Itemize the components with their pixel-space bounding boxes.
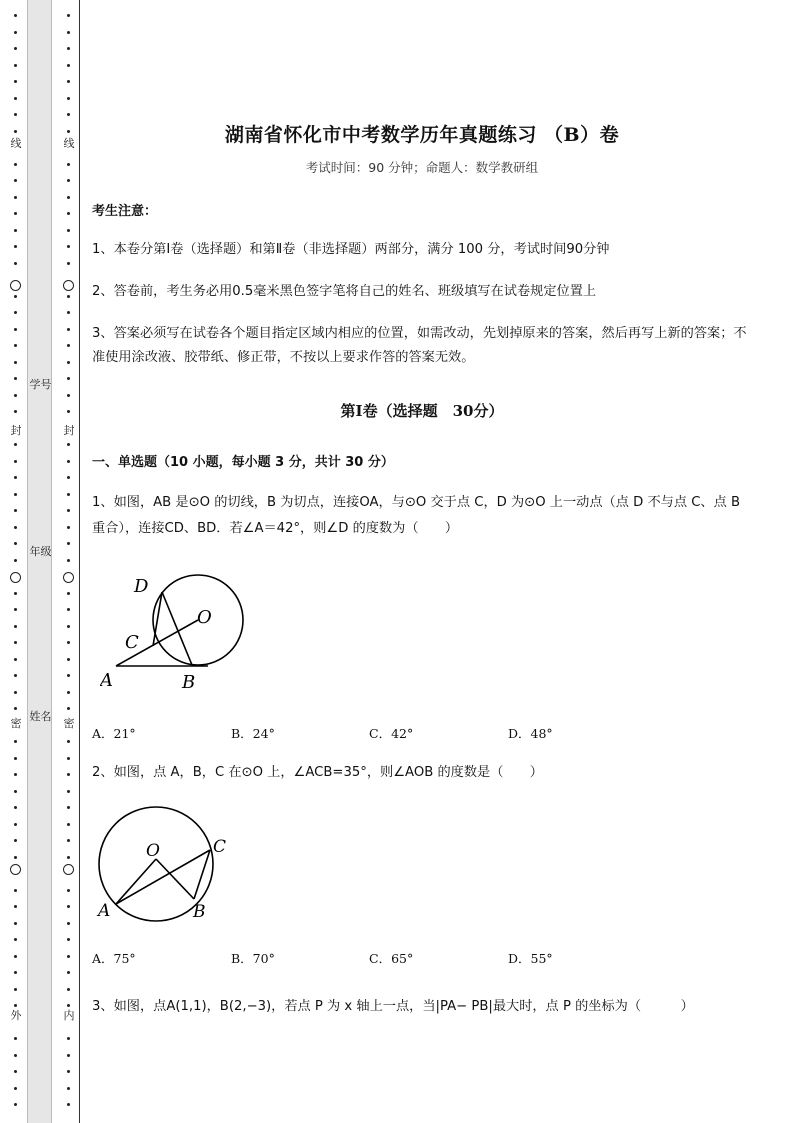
cut-line-dot <box>67 955 70 958</box>
option-d: D．55° <box>508 951 553 966</box>
cut-line-dot <box>67 922 70 925</box>
option-b: B．70° <box>231 951 275 966</box>
option-a: A．75° <box>92 951 136 966</box>
cut-line-dot <box>14 691 17 694</box>
cut-line-dot <box>67 856 70 859</box>
question-1-text: 1、如图，AB 是⊙O 的切线，B 为切点，连接OA，与⊙O 交于点 C，D 为⊙O 上一动点（点 D 不与点 C、点 B 重合），连接CD、BD．若∠A＝42°，则∠D 的度数为（ ） <box>92 495 741 536</box>
cut-line-dot <box>14 806 17 809</box>
cut-line-dot <box>14 196 17 199</box>
cut-line-dot <box>14 1103 17 1106</box>
cut-line-dot <box>14 592 17 595</box>
cut-line-dot <box>14 790 17 793</box>
cut-line-dot <box>67 839 70 842</box>
label-o: O <box>146 841 160 861</box>
cut-line-dot <box>14 229 17 232</box>
cut-line-dot <box>67 526 70 529</box>
cut-line-dot <box>14 443 17 446</box>
notice-item: 1、本卷分第Ⅰ卷（选择题）和第Ⅱ卷（非选择题）两部分，满分 100 分，考试时间90分钟 <box>92 242 610 257</box>
label-b: B <box>182 672 196 693</box>
inner-cut-word: 线 <box>63 137 75 150</box>
cut-line-dot <box>14 130 17 133</box>
exam-info: 考试时间：90 分钟；命题人：数学教研组 <box>305 160 539 175</box>
cut-line-dot <box>14 80 17 83</box>
cut-line-dot <box>14 988 17 991</box>
cut-line-dot <box>67 47 70 50</box>
cut-line-dot <box>67 905 70 908</box>
cut-line-dot <box>67 1037 70 1040</box>
cut-line-dot <box>67 509 70 512</box>
cut-line-dot <box>67 707 70 710</box>
cut-line-dot <box>67 80 70 83</box>
cut-line-dot <box>14 361 17 364</box>
cut-line-dot <box>67 608 70 611</box>
cut-line-dot <box>67 740 70 743</box>
cut-line-dot <box>14 410 17 413</box>
cut-line-dot <box>14 179 17 182</box>
cut-line-dot <box>67 542 70 545</box>
notice-heading: 考生注意： <box>92 204 158 219</box>
student-info-strip <box>27 0 52 1123</box>
cut-line-dot <box>67 1103 70 1106</box>
cut-line-dot <box>14 394 17 397</box>
cut-line-dot <box>14 1070 17 1073</box>
cut-line-dot <box>67 130 70 133</box>
cut-line-dot <box>14 971 17 974</box>
cut-line-dot <box>67 31 70 34</box>
label-d: D <box>134 576 149 597</box>
circle-icon <box>63 280 74 291</box>
outer-cut-word: 封 <box>10 424 22 437</box>
cut-line-dot <box>67 328 70 331</box>
label-c: C <box>213 837 227 857</box>
cut-line-dot <box>14 658 17 661</box>
cut-line-dot <box>14 113 17 116</box>
cut-line-dot <box>67 658 70 661</box>
cut-line-dot <box>14 1087 17 1090</box>
label-c: C <box>125 632 139 653</box>
option-d: D．48° <box>508 726 553 741</box>
cut-line-dot <box>14 938 17 941</box>
cut-line-dot <box>14 707 17 710</box>
section-title: 第Ⅰ卷（选择题 30分） <box>340 402 504 420</box>
grade-label: 年级 <box>29 545 52 558</box>
circle-icon <box>10 280 21 291</box>
outer-cut-word: 外 <box>10 1009 22 1022</box>
option-c: C．42° <box>369 726 414 741</box>
notice-item: 3、答案必须写在试卷各个题目指定区域内相应的位置，如需改动，先划掉原来的答案，然后再写上新的答案；不准使用涂改液、胶带纸、修正带，不按以上要求作答的答案无效。 <box>92 326 747 365</box>
cut-line-dot <box>67 361 70 364</box>
name-label: 姓名 <box>29 710 52 723</box>
cut-line-dot <box>67 806 70 809</box>
cut-line-dot <box>67 1070 70 1073</box>
question-1-figure <box>100 566 260 694</box>
cut-line-dot <box>14 608 17 611</box>
cut-line-dot <box>67 460 70 463</box>
label-b: B <box>193 902 206 922</box>
page-title: 湖南省怀化市中考数学历年真题练习 （B）卷 <box>224 124 620 146</box>
question-3-text: 3、如图，点A(1,1)，B(2,−3)，若点 P 为 x 轴上一点，当|PA− PB|最大时，点 P 的坐标为（ ） <box>92 999 694 1014</box>
cut-line-dot <box>14 344 17 347</box>
cut-line-dot <box>14 311 17 314</box>
cut-line-dot <box>14 295 17 298</box>
circle-icon <box>63 864 74 875</box>
segment-ob <box>156 859 194 899</box>
cut-line-dot <box>67 163 70 166</box>
cut-line-dot <box>14 31 17 34</box>
cut-line-dot <box>67 410 70 413</box>
cut-line-dot <box>14 377 17 380</box>
cut-line-dot <box>67 245 70 248</box>
inner-cut-word: 封 <box>63 424 75 437</box>
cut-line-dot <box>67 1004 70 1007</box>
cut-line-dot <box>67 64 70 67</box>
cut-line-dot <box>14 1037 17 1040</box>
outer-cut-word: 线 <box>10 137 22 150</box>
cut-line-dot <box>14 328 17 331</box>
question-2-figure <box>94 804 234 926</box>
cut-line-dot <box>67 988 70 991</box>
cut-line-dot <box>67 625 70 628</box>
label-a: A <box>98 901 111 921</box>
segment-bd <box>162 592 192 665</box>
cut-line-dot <box>14 856 17 859</box>
cut-line-dot <box>14 97 17 100</box>
cut-line-dot <box>67 476 70 479</box>
outer-cut-word: 密 <box>10 717 22 730</box>
cut-line-dot <box>67 377 70 380</box>
circle-icon <box>63 572 74 583</box>
cut-line-dot <box>67 311 70 314</box>
margin-divider <box>79 0 80 1123</box>
segment-oa <box>116 859 156 904</box>
cut-line-dot <box>67 1054 70 1057</box>
cut-line-dot <box>67 691 70 694</box>
option-b: B．24° <box>231 726 275 741</box>
cut-line-dot <box>67 295 70 298</box>
cut-line-dot <box>14 526 17 529</box>
cut-line-dot <box>14 1054 17 1057</box>
cut-line-dot <box>67 1087 70 1090</box>
cut-line-dot <box>67 196 70 199</box>
cut-line-dot <box>67 757 70 760</box>
cut-line-dot <box>67 229 70 232</box>
cut-line-dot <box>67 344 70 347</box>
cut-line-dot <box>67 938 70 941</box>
cut-line-dot <box>14 625 17 628</box>
cut-line-dot <box>14 641 17 644</box>
cut-line-dot <box>14 773 17 776</box>
cut-line-dot <box>67 14 70 17</box>
cut-line-dot <box>14 64 17 67</box>
cut-line-dot <box>67 443 70 446</box>
cut-line-dot <box>67 971 70 974</box>
label-a: A <box>100 670 113 691</box>
cut-line-dot <box>14 14 17 17</box>
segment-ac <box>116 850 210 904</box>
cut-line-dot <box>14 163 17 166</box>
cut-line-dot <box>67 113 70 116</box>
cut-line-dot <box>67 823 70 826</box>
cut-line-dot <box>67 493 70 496</box>
cut-line-dot <box>14 542 17 545</box>
question-2-text: 2、如图，点 A，B，C 在⊙O 上，∠ACB=35°，则∠AOB 的度数是（ ） <box>92 765 543 780</box>
inner-cut-word: 密 <box>63 717 75 730</box>
cut-line-dot <box>67 889 70 892</box>
option-a: A．21° <box>92 726 136 741</box>
cut-line-dot <box>14 823 17 826</box>
cut-line-dot <box>14 905 17 908</box>
cut-line-dot <box>14 922 17 925</box>
cut-line-dot <box>14 212 17 215</box>
cut-line-dot <box>14 955 17 958</box>
outer-dotted-cut-line <box>6 0 26 1123</box>
cut-line-dot <box>14 262 17 265</box>
circle-icon <box>10 864 21 875</box>
cut-line-dot <box>14 674 17 677</box>
cut-line-dot <box>67 212 70 215</box>
circle-icon <box>10 572 21 583</box>
cut-line-dot <box>14 493 17 496</box>
inner-dotted-cut-line <box>59 0 79 1123</box>
notice-item: 2、答卷前，考生务必用0.5毫米黑色签字笔将自己的姓名、班级填写在试卷规定位置上 <box>92 284 597 299</box>
cut-line-dot <box>14 245 17 248</box>
cut-line-dot <box>14 839 17 842</box>
cut-line-dot <box>14 559 17 562</box>
cut-line-dot <box>67 592 70 595</box>
cut-line-dot <box>14 460 17 463</box>
cut-line-dot <box>67 641 70 644</box>
cut-line-dot <box>67 773 70 776</box>
cut-line-dot <box>67 97 70 100</box>
cut-line-dot <box>14 1004 17 1007</box>
cut-line-dot <box>14 47 17 50</box>
cut-line-dot <box>67 179 70 182</box>
cut-line-dot <box>14 757 17 760</box>
cut-line-dot <box>67 559 70 562</box>
cut-line-dot <box>14 740 17 743</box>
cut-line-dot <box>67 394 70 397</box>
cut-line-dot <box>67 674 70 677</box>
cut-line-dot <box>67 262 70 265</box>
student-number-label: 学号 <box>29 378 52 391</box>
cut-line-dot <box>14 476 17 479</box>
option-c: C．65° <box>369 951 414 966</box>
cut-line-dot <box>14 509 17 512</box>
part-heading: 一、单选题（10 小题，每小题 3 分，共计 30 分） <box>92 455 394 470</box>
cut-line-dot <box>14 889 17 892</box>
label-o: O <box>197 607 212 628</box>
cut-line-dot <box>67 790 70 793</box>
inner-cut-word: 内 <box>63 1009 75 1022</box>
